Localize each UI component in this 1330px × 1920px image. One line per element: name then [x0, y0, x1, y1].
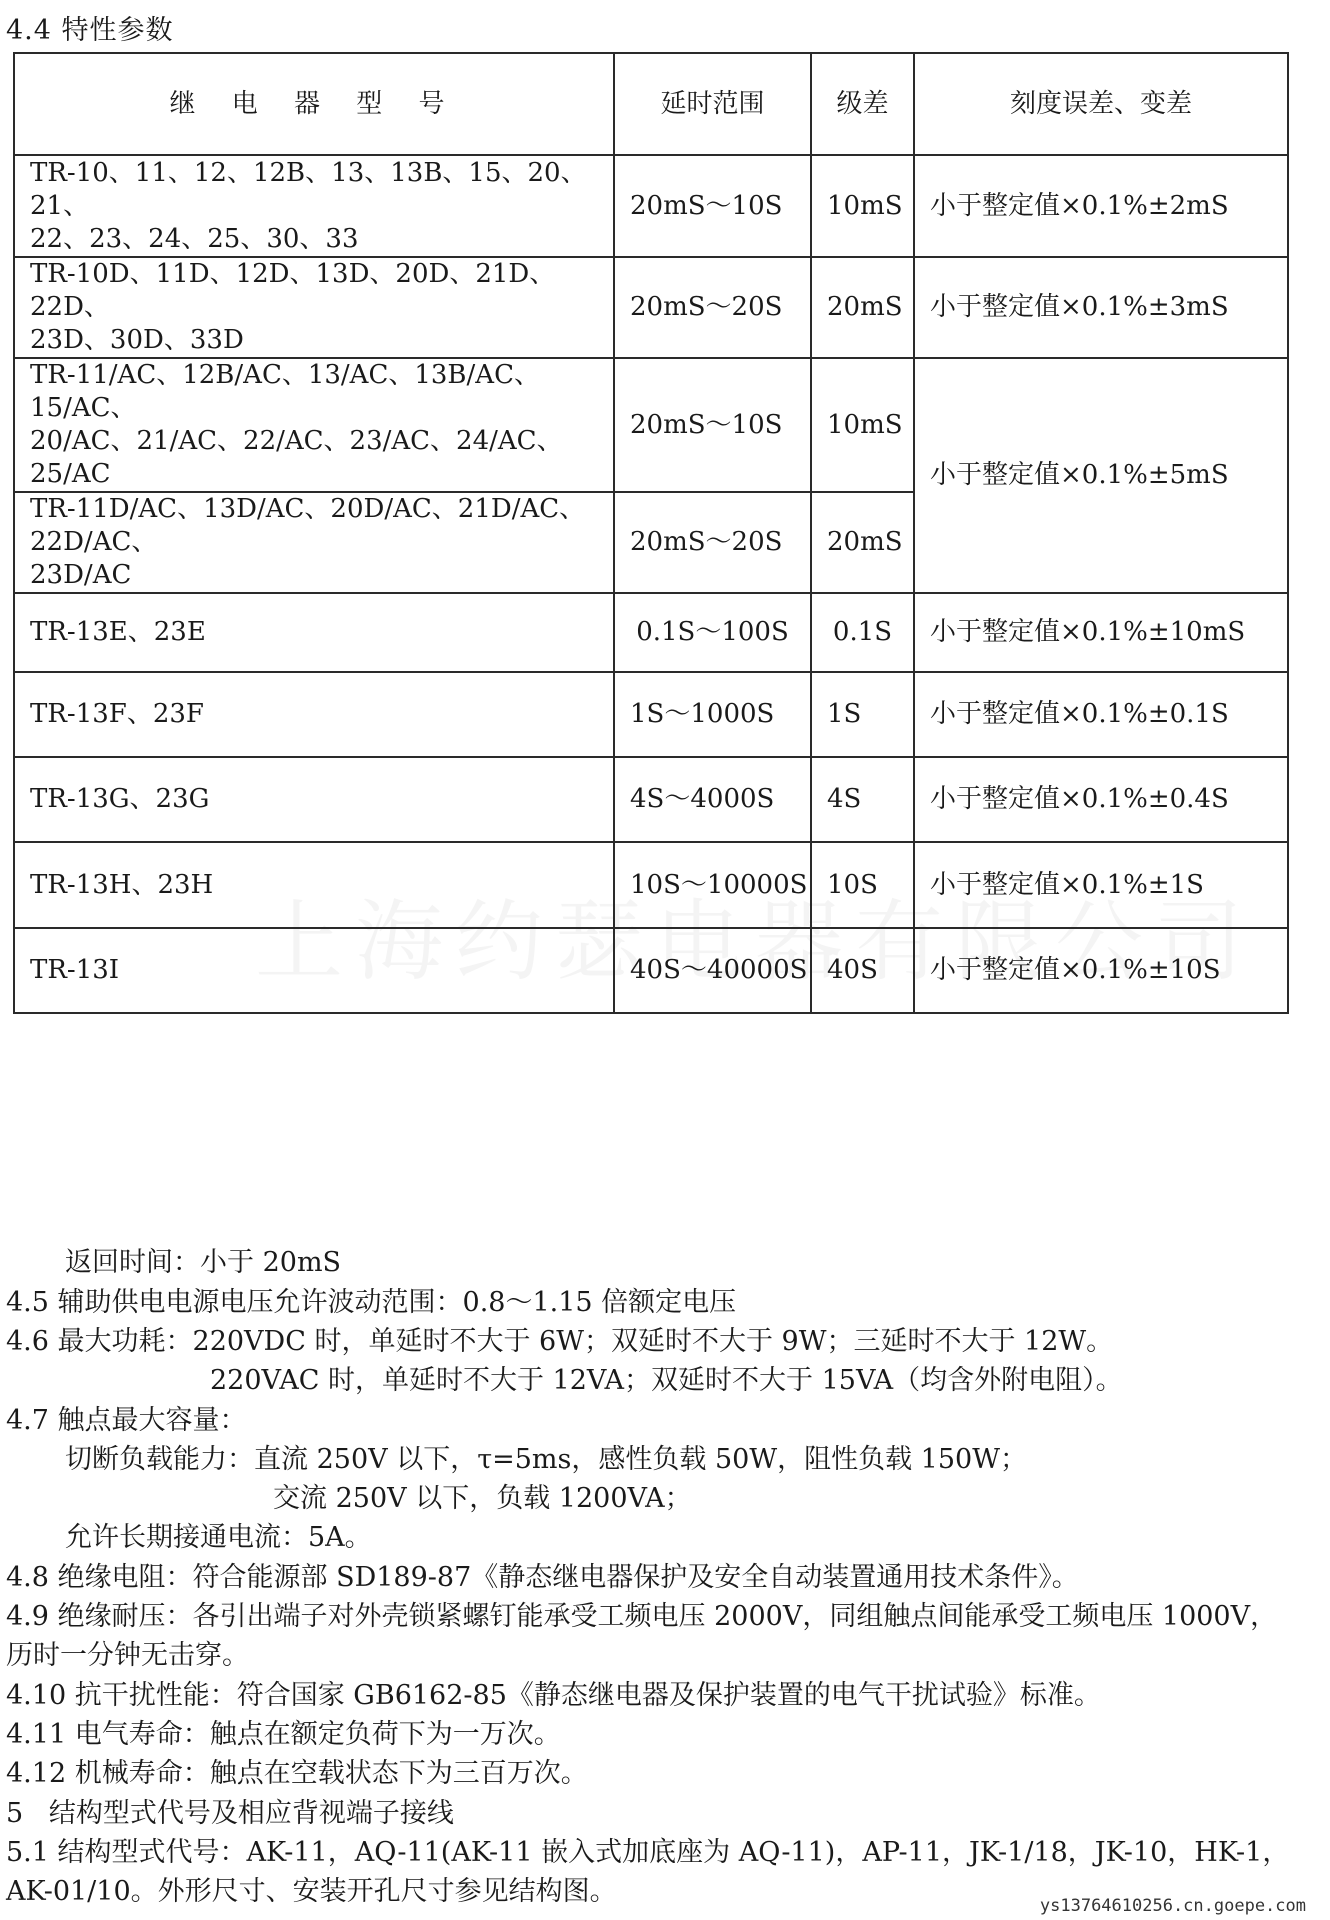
spec-4-6-cont: 220VAC 时，单延时不大于 12VA；双延时不大于 15VA（均含外附电阻）。	[210, 1365, 1123, 1396]
header-range: 延时范围	[614, 53, 811, 155]
section-title: 4.4 特性参数	[6, 15, 174, 46]
model-line: 22、23、24、25、30、33	[30, 223, 359, 254]
step-cell: 10mS	[811, 358, 914, 492]
range-cell: 4S～4000S	[614, 757, 811, 842]
error-cell: 小于整定值×0.1%±10mS	[914, 593, 1288, 672]
range-cell: 20mS～20S	[614, 257, 811, 358]
spec-4-7-current: 允许长期接通电流：5A。	[65, 1522, 372, 1553]
step-cell: 40S	[811, 928, 914, 1013]
table-row	[14, 358, 1288, 492]
spec-4-7-ac: 交流 250V 以下，负载 1200VA；	[273, 1483, 692, 1514]
model-cell	[14, 257, 614, 358]
spec-4-9-cont: 历时一分钟无击穿。	[6, 1640, 249, 1671]
table-row	[14, 257, 1288, 358]
spec-table	[13, 52, 1289, 1014]
error-cell: 小于整定值×0.1%±1S	[914, 842, 1288, 928]
error-cell: 小于整定值×0.1%±0.1S	[914, 672, 1288, 757]
error-cell: 小于整定值×0.1%±3mS	[914, 257, 1288, 358]
model-cell: TR-13E、23E	[14, 593, 614, 672]
step-cell: 20mS	[811, 492, 914, 593]
model-cell	[14, 155, 614, 257]
range-cell: 20mS～10S	[614, 358, 811, 492]
spec-4-12: 4.12 机械寿命：触点在空载状态下为三百万次。	[6, 1758, 588, 1789]
range-cell: 1S～1000S	[614, 672, 811, 757]
range-cell: 20mS～10S	[614, 155, 811, 257]
spec-4-9: 4.9 绝缘耐压：各引出端子对外壳锁紧螺钉能承受工频电压 2000V，同组触点间能承受工频电压 1000V，	[6, 1601, 1278, 1632]
spec-4-11: 4.11 电气寿命：触点在额定负荷下为一万次。	[6, 1719, 561, 1750]
model-line: TR-10D、11D、12D、13D、20D、21D、22D、	[30, 259, 556, 322]
range-cell: 20mS～20S	[614, 492, 811, 593]
model-line: TR-10、11、12、12B、13、13B、15、20、21、	[30, 157, 587, 221]
range-cell: 10S～10000S	[614, 842, 811, 928]
error-cell: 小于整定值×0.1%±0.4S	[914, 757, 1288, 842]
header-step: 级差	[811, 53, 914, 155]
spec-5-1: 5.1 结构型式代号：AK-11，AQ-11(AK-11 嵌入式加底座为 AQ-11)，AP-11，JK-1/18，JK-10，HK-1，	[6, 1837, 1290, 1868]
model-line: 23D/AC	[30, 560, 132, 590]
step-cell: 1S	[811, 672, 914, 757]
step-cell: 0.1S	[811, 593, 914, 672]
model-cell	[14, 358, 614, 492]
model-line: 20/AC、21/AC、22/AC、23/AC、24/AC、25/AC	[30, 426, 563, 489]
table-row	[14, 593, 1288, 672]
table-row	[14, 757, 1288, 842]
model-cell	[14, 492, 614, 593]
table-row	[14, 928, 1288, 1013]
spec-4-7: 4.7 触点最大容量：	[6, 1405, 247, 1436]
table-row	[14, 842, 1288, 928]
model-cell: TR-13F、23F	[14, 672, 614, 757]
model-line: TR-11D/AC、13D/AC、20D/AC、21D/AC、22D/AC、	[30, 494, 586, 557]
range-cell: 40S～40000S	[614, 928, 811, 1013]
error-cell: 小于整定值×0.1%±2mS	[914, 155, 1288, 257]
source-watermark: ys13764610256.cn.goepe.com	[1039, 1896, 1306, 1916]
model-cell: TR-13H、23H	[14, 842, 614, 928]
step-cell: 10S	[811, 842, 914, 928]
model-cell: TR-13I	[14, 928, 614, 1013]
spec-4-5: 4.5 辅助供电电源电压允许波动范围：0.8～1.15 倍额定电压	[6, 1287, 737, 1318]
table-row	[14, 672, 1288, 757]
step-cell: 10mS	[811, 155, 914, 257]
table-header-row	[14, 53, 1288, 155]
step-cell: 4S	[811, 757, 914, 842]
spec-4-6: 4.6 最大功耗：220VDC 时，单延时不大于 6W；双延时不大于 9W；三延时不大于 12W。	[6, 1326, 1114, 1357]
step-cell: 20mS	[811, 257, 914, 358]
spec-4-7-breaking: 切断负载能力：直流 250V 以下，τ=5ms，感性负载 50W，阻性负载 150W；	[65, 1444, 1027, 1475]
header-model: 继 电 器 型 号	[14, 53, 614, 155]
model-cell: TR-13G、23G	[14, 757, 614, 842]
spec-4-10: 4.10 抗干扰性能：符合国家 GB6162-85《静态继电器及保护装置的电气干扰试验》标准。	[6, 1680, 1101, 1711]
model-line: 23D、30D、33D	[30, 325, 244, 355]
section-5-heading: 5 结构型式代号及相应背视端子接线	[6, 1798, 454, 1829]
range-cell: 0.1S～100S	[614, 593, 811, 672]
return-time-text: 返回时间：小于 20mS	[65, 1247, 342, 1278]
error-cell: 小于整定值×0.1%±10S	[914, 928, 1288, 1013]
spec-5-1-cont: AK-01/10。外形尺寸、安装开孔尺寸参见结构图。	[6, 1876, 617, 1907]
spec-4-8: 4.8 绝缘电阻：符合能源部 SD189-87《静态继电器保护及安全自动装置通用技术条件》。	[6, 1562, 1079, 1593]
table-row	[14, 155, 1288, 257]
error-cell-merged: 小于整定值×0.1%±5mS	[914, 358, 1288, 593]
model-line: TR-11/AC、12B/AC、13/AC、13B/AC、15/AC、	[30, 360, 540, 423]
header-error: 刻度误差、变差	[914, 53, 1288, 155]
